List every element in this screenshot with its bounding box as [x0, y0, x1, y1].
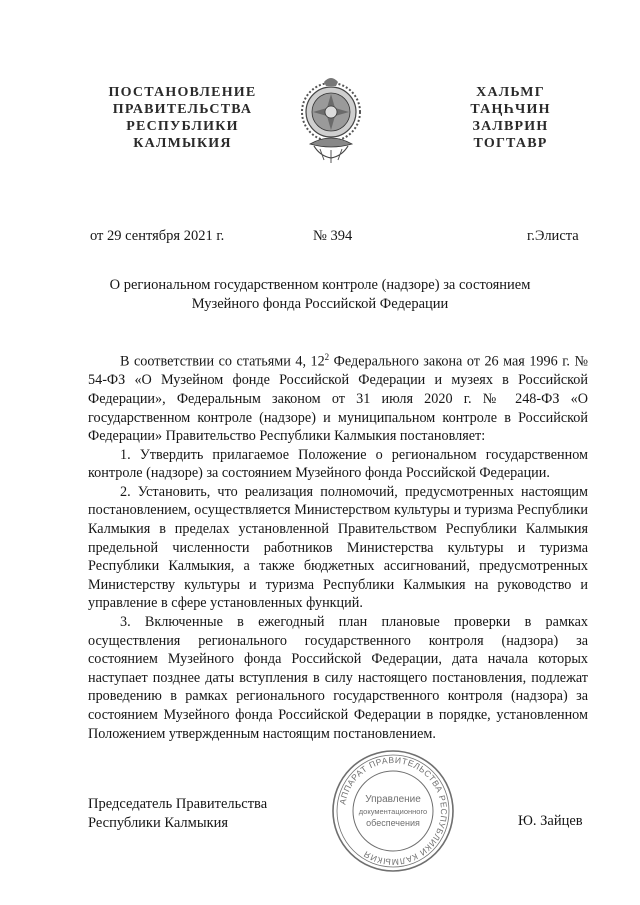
- signatory-name: Ю. Зайцев: [518, 813, 583, 829]
- stamp-ring-text: АППАРАТ ПРАВИТЕЛЬСТВА РЕСПУБЛИКИ КАЛМЫКИЯ: [337, 754, 450, 868]
- body-intro-paragraph: [88, 348, 588, 446]
- stamp-line: обеспечения: [366, 818, 420, 828]
- body-item-1: 1. Утвердить прилагаемое Положение о региональном государственном контроле (надзоре) за состоянием Музейного фонда Российской Федерации.: [88, 446, 588, 482]
- header-right-line: ТАҢҺЧИН: [470, 102, 551, 117]
- header-left-line: РЕСПУБЛИКИ: [126, 119, 239, 134]
- intro-text: В соответствии со статьями 4, 12: [120, 353, 325, 370]
- header-right-line: ЗАЛВРИН: [472, 119, 549, 134]
- document-city: г.Элиста: [527, 228, 579, 244]
- signatory-position-line: Председатель Правительства: [88, 796, 268, 812]
- document-date: от 29 сентября 2021 г.: [90, 228, 225, 244]
- document-number: № 394: [313, 228, 353, 244]
- signatory-position-line: Республики Калмыкия: [88, 815, 229, 831]
- stamp-line: документационного: [358, 807, 428, 816]
- coat-of-arms-icon: [300, 74, 362, 166]
- body-item-3: 3. Включенные в ежегодный план плановые проверки в рамках осуществления регионального государственного контроля (надзора) за состоянием Музейного фонда Российской Федерации, дата начала которых наступает позднее даты вступления в силу настоящего постановления, подлежат проведению в рамках регионального государственного контроля (надзора) за состоянием Музейного фонда Российской Федерации в порядке, установленном Положением утвержденным настоящим постановлением.: [88, 614, 588, 742]
- header-left: [95, 84, 270, 152]
- header-left-line: КАЛМЫКИЯ: [133, 136, 232, 151]
- signatory-position: [88, 795, 267, 833]
- document-body: [88, 348, 588, 743]
- body-item-2: 2. Установить, что реализация полномочий, предусмотренных настоящим постановлением, осуществляется Министерством культуры и туризма Республики Калмыкия в пределах установленной Правительством Республики Калмыкия предельной численности работников Министерства культуры и туризма Республики Калмыкия, а также бюджетных ассигнований, предусмотренных Министерству культуры и туризма Республики Калмыкия на руководство и управление в сфере установленных функций.: [88, 483, 588, 612]
- document-title-line: О региональном государственном контроле (надзоре) за состоянием: [109, 277, 531, 293]
- document-title: [70, 276, 570, 314]
- header-left-line: ПОСТАНОВЛЕНИЕ: [108, 85, 257, 100]
- header-right-line: ТОГТАВР: [473, 136, 548, 151]
- official-stamp: [330, 748, 456, 874]
- stamp-line: Управление: [365, 794, 421, 805]
- intro-superscript: 2: [324, 352, 330, 362]
- document-title-line: Музейного фонда Российской Федерации: [191, 296, 449, 312]
- intro-text-continued: Федерального закона от 26 мая 1996 г. № 54-ФЗ «О Музейном фонде Российской Федерации и музеях в Российской Федерации», Федеральным законом от 31 июля 2020 г. № 248-ФЗ «О государственном контроле (надзоре) и муниципальном контроле в Российской Федерации» Правительство Республики Калмыкия постановляет:: [88, 353, 588, 445]
- header-left-line: ПРАВИТЕЛЬСТВА: [112, 102, 253, 117]
- header-right: [448, 84, 573, 152]
- header-right-line: ХАЛЬМГ: [476, 85, 545, 100]
